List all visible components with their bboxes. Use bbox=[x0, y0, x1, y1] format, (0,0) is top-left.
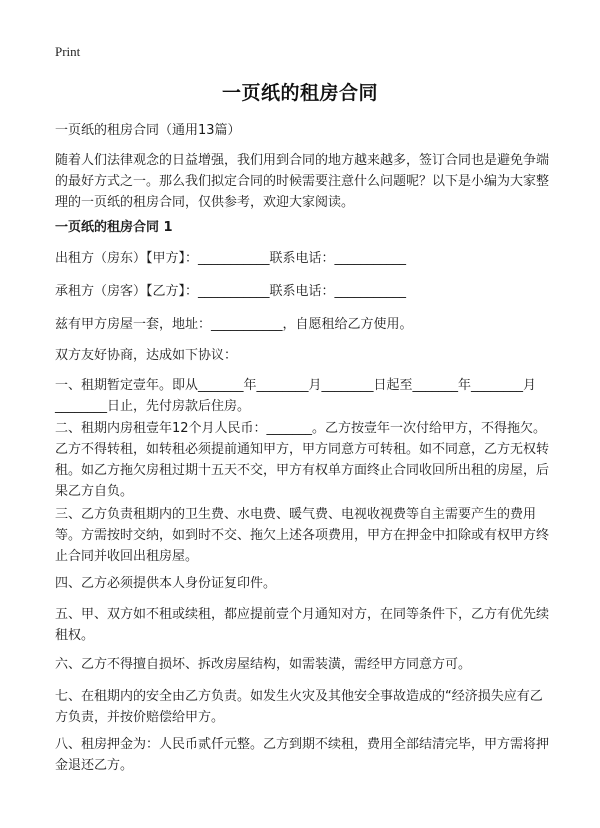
document-title: 一页纸的租房合同 bbox=[221, 82, 378, 104]
clause-6: 六、乙方不得擅自损坏、拆改房屋结构，如需装潢，需经甲方同意方可。 bbox=[55, 657, 472, 672]
clause-7: 七、在租期内的安全由乙方负责。如发生火灾及其他安全事故造成的“经济损失应有乙方负责，并按价赔偿给甲方。 bbox=[55, 689, 543, 725]
intro-paragraph: 随着人们法律观念的日益增强，我们用到合同的地方越来越多，签订合同也是避免争端的最好方式之一。那么我们拟定合同的时候需要注意什么问题呢？以下是小编为大家整理的一页纸的租房合同，仅供参考，欢迎大家阅读。 bbox=[55, 153, 550, 210]
party-b-line: 承租方（房客）【乙方】：___________联系电话：___________ bbox=[55, 284, 407, 299]
clause-8: 八、租房押金为：人民币贰仟元整。乙方到期不续租，费用全部结清完毕，甲方需将押金退还乙方。 bbox=[55, 737, 550, 773]
document-subtitle: 一页纸的租房合同（通用13篇） bbox=[55, 123, 241, 138]
party-a-line: 出租方（房东）【甲方】：___________联系电话：___________ bbox=[55, 251, 407, 266]
clause-2: 二、租期内房租壹年12个月人民币：_______。乙方按壹年一次付给甲方，不得拖欠。乙方不得转租，如转租必须提前通知甲方，甲方同意方可转租。如不同意，乙方无权转租。如乙方拖欠房租过期十五天不交，甲方有权单方面终止合同收回所出租的房屋，后果乙方自负。 bbox=[55, 421, 550, 499]
clause-5: 五、甲、双方如不租或续租，都应提前壹个月通知对方，在同等条件下，乙方有优先续租权。 bbox=[55, 607, 550, 643]
print-link[interactable]: Print bbox=[55, 44, 81, 59]
clause-3: 三、乙方负责租期内的卫生费、水电费、暖气费、电视收视费等自主需要产生的费用等。方需按时交纳，如到时不交、拖欠上述各项费用，甲方在押金中扣除或有权甲方终止合同并收回出租房屋。 bbox=[55, 507, 550, 564]
agreement-intro: 双方友好协商，达成如下协议： bbox=[55, 348, 238, 363]
premises-line: 兹有甲方房屋一套，地址：___________，自愿租给乙方使用。 bbox=[55, 317, 413, 332]
clause-4: 四、乙方必须提供本人身份证复印件。 bbox=[55, 576, 277, 591]
clause-1: 一、租期暂定壹年。即从_______年________月________日起至_______年________月________日止，先付房款后住房。 bbox=[55, 378, 537, 414]
section-heading: 一页纸的租房合同 1 bbox=[55, 220, 173, 235]
